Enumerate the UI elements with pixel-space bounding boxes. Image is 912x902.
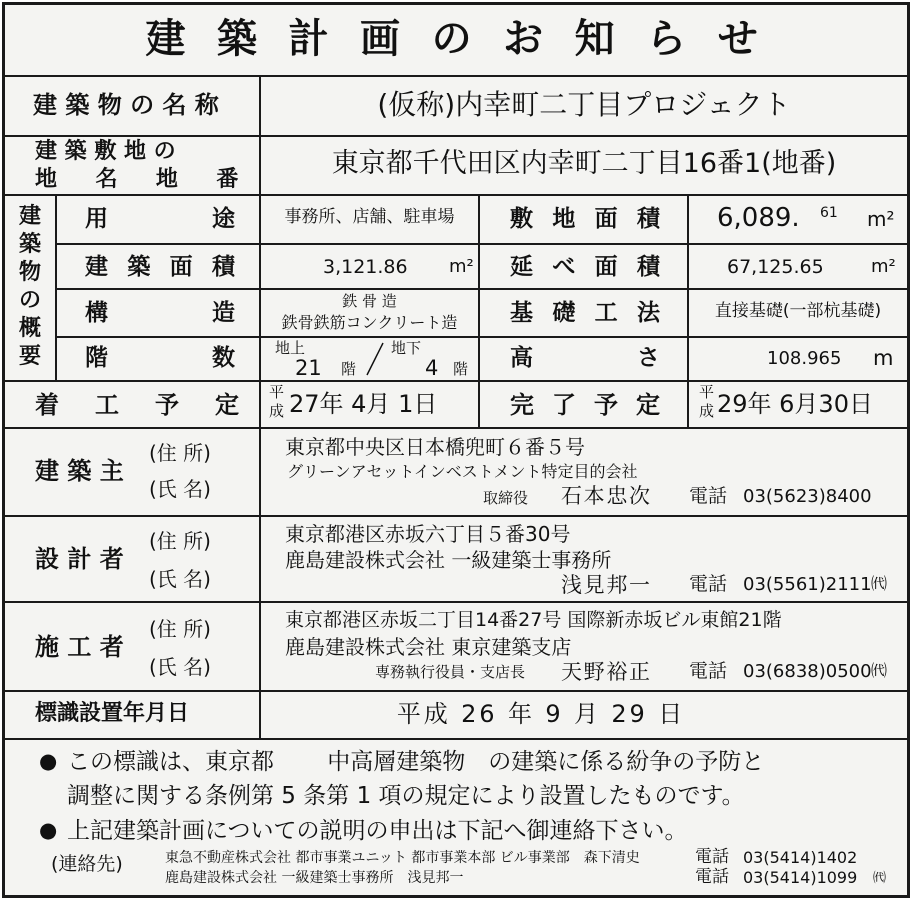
rule — [55, 336, 907, 338]
start-era-1: 平 — [269, 383, 285, 401]
building-area-unit: m² — [449, 256, 474, 277]
building-name-value: (仮称)内幸町二丁目プロジェクト — [377, 88, 791, 121]
rule — [478, 194, 480, 427]
site-area-label: 敷 地 面 積 — [510, 206, 660, 232]
page-title: 建 築 計 画 の お 知 ら せ — [145, 16, 767, 62]
rule — [5, 427, 907, 429]
contractor-phone-suffix: ㈹ — [871, 661, 888, 680]
height-label: 高 さ — [510, 345, 660, 371]
structure-label: 構 造 — [85, 300, 235, 326]
below-ground-label: 地下 — [391, 339, 422, 357]
above-ground-unit: 階 — [341, 360, 357, 378]
designer-address-label: (住 所) — [149, 529, 211, 553]
foundation-value: 直接基礎(一部杭基礎) — [714, 301, 882, 321]
building-name-label: 建 築 物 の 名 称 — [33, 91, 219, 119]
overview-section-label: 建築物の概要 — [19, 204, 42, 369]
note-line-2: 調整に関する条例第 5 条第 1 項の規定により設置したものです。 — [67, 783, 745, 809]
contractor-person: 天野裕正 — [561, 660, 652, 684]
rule — [5, 515, 907, 517]
contact-1: 東急不動産株式会社 都市事業ユニット 都市事業本部 ビル事業部 森下清史 — [165, 850, 640, 866]
rule — [55, 243, 907, 245]
contact-2-phone-label: 電話 — [695, 867, 729, 887]
contractor-phone: 03(6838)0500 — [743, 661, 872, 682]
below-ground-unit: 階 — [453, 360, 469, 378]
contact-label: (連絡先) — [51, 853, 123, 875]
contact-2-phone: 03(5414)1099 — [743, 868, 858, 887]
end-era-1: 平 — [699, 383, 715, 401]
owner-person: 石本忠次 — [561, 484, 652, 508]
contact-2: 鹿島建設株式会社 一級建築士事務所 浅見邦一 — [165, 870, 464, 886]
contact-1-phone-label: 電話 — [695, 847, 729, 867]
sign-date-label: 標識設置年月日 — [35, 701, 190, 726]
height-value: 108.965 — [767, 348, 842, 369]
floors-label: 階 数 — [85, 345, 235, 371]
floor-area-value: 67,125.65 — [727, 256, 824, 278]
designer-phone-label: 電話 — [689, 573, 728, 595]
above-ground-value: 21 — [295, 356, 322, 380]
start-date: 27年 4月 1日 — [289, 390, 438, 418]
site-label-line1: 建 築 敷 地 の — [35, 139, 176, 164]
height-unit: m — [873, 346, 894, 370]
owner-company: グリーンアセットインベストメント特定目的会社 — [287, 462, 638, 481]
rule — [55, 194, 57, 380]
note-bullet: ● — [39, 818, 58, 842]
rule — [5, 194, 907, 196]
building-area-value: 3,121.86 — [323, 256, 408, 278]
contractor-company: 鹿島建設株式会社 東京建築支店 — [285, 635, 572, 659]
contractor-title: 専務執行役員・支店長 — [375, 663, 526, 681]
designer-label: 設 計 者 — [35, 545, 124, 573]
note-bullet: ● — [39, 749, 58, 773]
contractor-phone-label: 電話 — [689, 660, 728, 682]
sign-date-value: 平成 26 年 9 月 29 日 — [396, 700, 686, 728]
note-line-3: 上記建築計画についての説明の申出は下記へ御連絡下さい。 — [67, 818, 688, 844]
end-date: 29年 6月30日 — [717, 390, 873, 418]
designer-company: 鹿島建設株式会社 一級建築士事務所 — [285, 548, 612, 572]
site-address-value: 東京都千代田区内幸町二丁目16番1(地番) — [331, 148, 837, 179]
designer-phone-suffix: ㈹ — [871, 574, 888, 593]
structure-line2: 鉄骨鉄筋コンクリート造 — [281, 313, 458, 332]
owner-title: 取締役 — [483, 489, 529, 507]
contractor-address: 東京都港区赤坂二丁目14番27号 国際新赤坂ビル東館21階 — [285, 609, 782, 631]
designer-address: 東京都港区赤坂六丁目５番30号 — [285, 522, 571, 546]
owner-phone: 03(5623)8400 — [743, 486, 872, 507]
rule — [5, 601, 907, 603]
below-ground-value: 4 — [425, 356, 439, 380]
contact-1-phone: 03(5414)1402 — [743, 848, 858, 867]
foundation-label: 基 礎 工 法 — [510, 300, 660, 326]
end-label: 完 了 予 定 — [510, 391, 660, 419]
owner-name-label: (氏 名) — [149, 477, 211, 501]
structure-line1: 鉄 骨 造 — [342, 292, 397, 310]
note-line-1: この標識は、東京都 中高層建築物 の建築に係る紛争の予防と — [67, 749, 765, 775]
use-value: 事務所、店舗、駐車場 — [284, 207, 455, 227]
construction-notice-board — [2, 2, 910, 898]
floors-divider-slash — [365, 341, 385, 377]
rule — [5, 380, 907, 382]
end-era-2: 成 — [699, 402, 715, 420]
owner-address-label: (住 所) — [149, 441, 211, 465]
designer-phone: 03(5561)2111 — [743, 574, 872, 595]
rule — [55, 288, 907, 290]
rule — [5, 135, 907, 137]
contractor-address-label: (住 所) — [149, 617, 211, 641]
owner-label: 建 築 主 — [35, 457, 124, 485]
site-label-line2: 地 名 地 番 — [35, 167, 254, 192]
floor-area-unit: m² — [871, 256, 896, 277]
contractor-name-label: (氏 名) — [149, 655, 211, 679]
contact-2-suffix: ㈹ — [873, 871, 887, 886]
above-ground-label: 地上 — [275, 339, 306, 357]
owner-phone-label: 電話 — [689, 485, 728, 507]
rule — [5, 690, 907, 692]
building-area-label: 建 築 面 積 — [85, 254, 235, 280]
designer-name-label: (氏 名) — [149, 567, 211, 591]
site-area-unit: m² — [867, 207, 895, 231]
contractor-label: 施 工 者 — [35, 633, 124, 661]
use-label: 用 途 — [85, 206, 235, 232]
site-area-value: 6,089. — [717, 203, 800, 233]
start-label: 着 工 予 定 — [35, 391, 239, 419]
floor-area-label: 延 べ 面 積 — [510, 254, 660, 280]
designer-person: 浅見邦一 — [561, 573, 652, 597]
rule — [5, 738, 907, 740]
start-era-2: 成 — [269, 402, 285, 420]
owner-address: 東京都中央区日本橋兜町６番５号 — [285, 435, 585, 459]
rule — [5, 75, 907, 77]
site-area-decimal: 61 — [820, 205, 838, 221]
